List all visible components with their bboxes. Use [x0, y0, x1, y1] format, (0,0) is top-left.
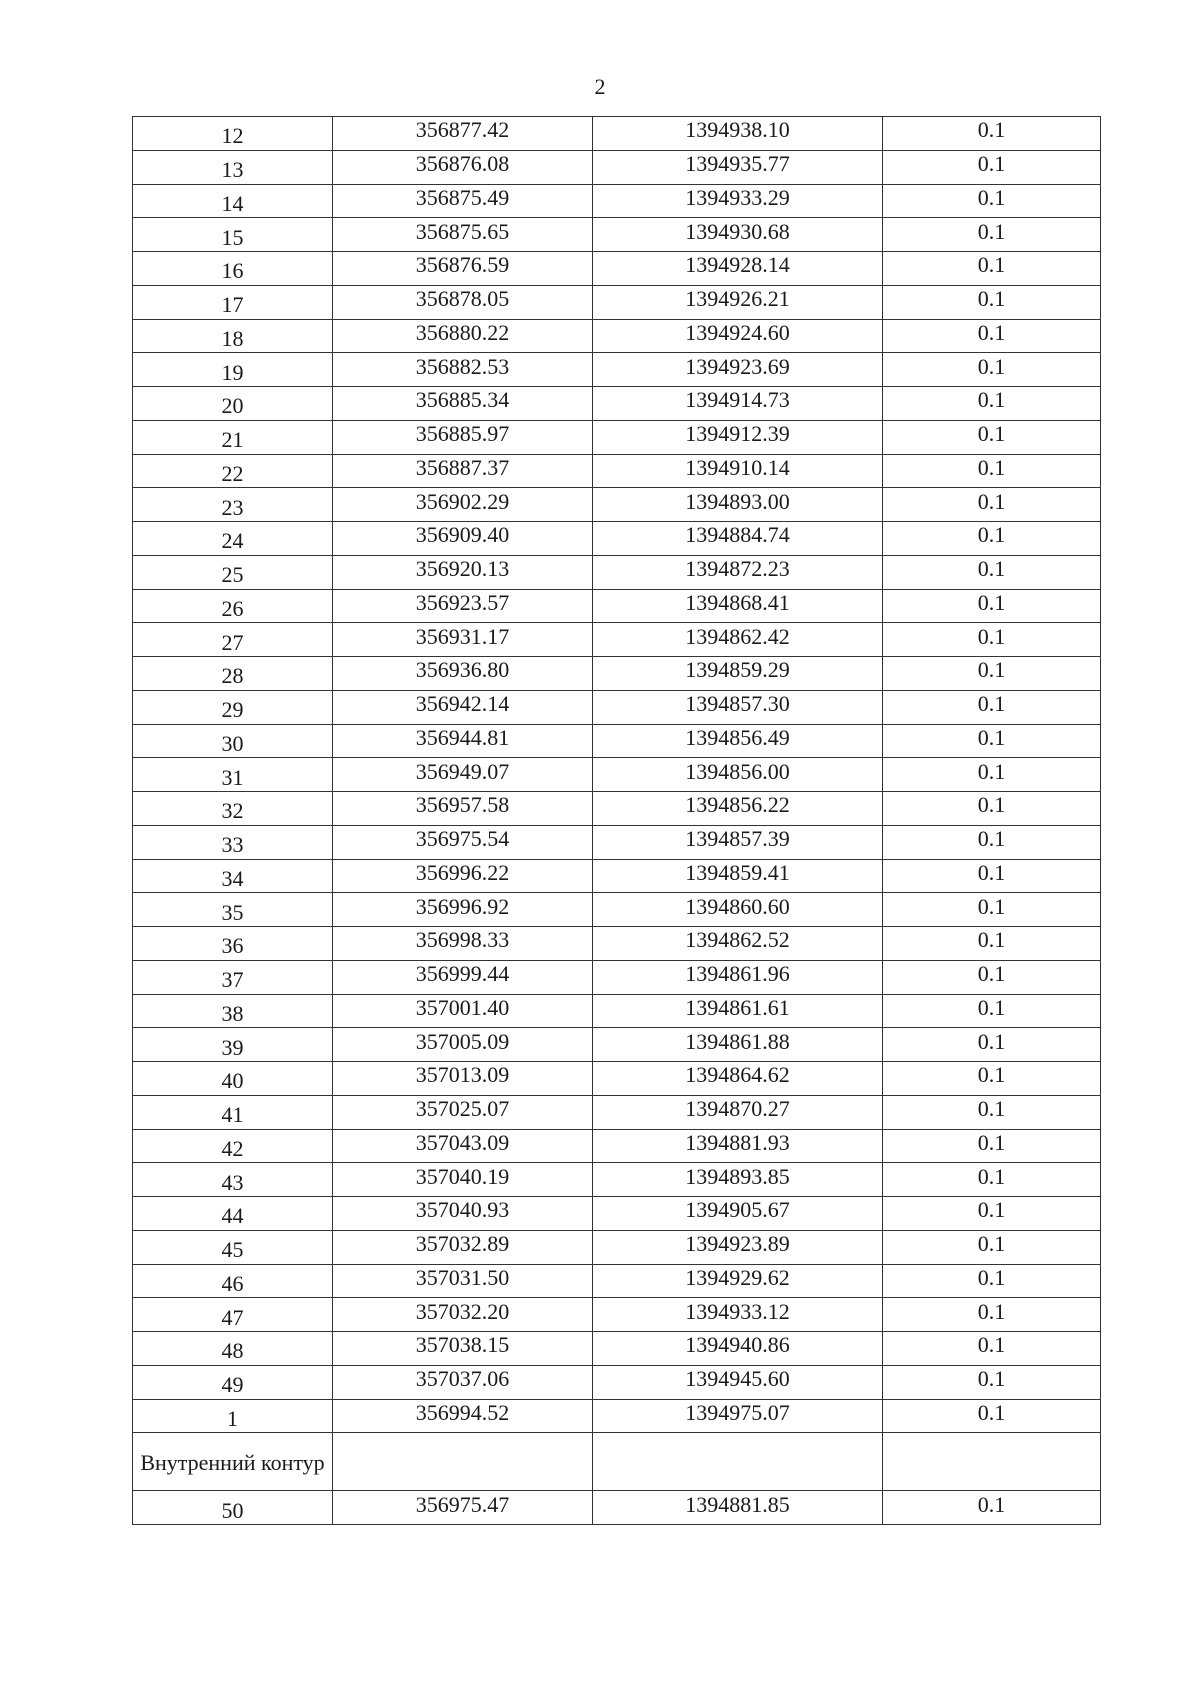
table-row — [133, 657, 1101, 691]
accuracy-cell: 0.1 — [883, 522, 1101, 556]
accuracy-cell: 0.1 — [883, 1365, 1101, 1399]
y-coordinate-cell: 1394935.77 — [593, 150, 883, 184]
x-coordinate-cell: 356994.52 — [333, 1399, 593, 1433]
x-coordinate-cell: 357038.15 — [333, 1332, 593, 1366]
point-number-cell: 46 — [133, 1264, 333, 1298]
accuracy-cell: 0.1 — [883, 724, 1101, 758]
y-coordinate-cell: 1394914.73 — [593, 387, 883, 421]
accuracy-cell: 0.1 — [883, 319, 1101, 353]
table-row — [133, 623, 1101, 657]
x-coordinate-cell: 357040.19 — [333, 1163, 593, 1197]
y-coordinate-cell: 1394857.39 — [593, 825, 883, 859]
x-coordinate-cell: 356923.57 — [333, 589, 593, 623]
table-row — [133, 1491, 1101, 1525]
point-number-cell: 32 — [133, 792, 333, 826]
x-coordinate-cell: 356875.49 — [333, 184, 593, 218]
point-number-cell: 37 — [133, 960, 333, 994]
accuracy-cell: 0.1 — [883, 1129, 1101, 1163]
table-row — [133, 285, 1101, 319]
table-row — [133, 1163, 1101, 1197]
table-row — [133, 420, 1101, 454]
y-coordinate-cell: 1394861.96 — [593, 960, 883, 994]
x-coordinate-cell: 357013.09 — [333, 1062, 593, 1096]
x-coordinate-cell: 356885.97 — [333, 420, 593, 454]
y-coordinate-cell: 1394924.60 — [593, 319, 883, 353]
x-coordinate-cell: 357037.06 — [333, 1365, 593, 1399]
accuracy-cell: 0.1 — [883, 690, 1101, 724]
x-coordinate-cell: 356920.13 — [333, 555, 593, 589]
table-row — [133, 117, 1101, 151]
point-number-cell: 20 — [133, 387, 333, 421]
x-coordinate-cell: 356975.54 — [333, 825, 593, 859]
point-number-cell: 48 — [133, 1332, 333, 1366]
table-row — [133, 1264, 1101, 1298]
table-row — [133, 387, 1101, 421]
x-coordinate-cell: 357040.93 — [333, 1197, 593, 1231]
accuracy-cell: 0.1 — [883, 150, 1101, 184]
y-coordinate-cell: 1394923.69 — [593, 353, 883, 387]
x-coordinate-cell: 356931.17 — [333, 623, 593, 657]
accuracy-cell: 0.1 — [883, 1491, 1101, 1525]
table-row — [133, 1062, 1101, 1096]
x-coordinate-cell: 356975.47 — [333, 1491, 593, 1525]
point-number-cell: 23 — [133, 488, 333, 522]
point-number-cell: 31 — [133, 758, 333, 792]
y-coordinate-cell: 1394859.41 — [593, 859, 883, 893]
x-coordinate-cell: 356944.81 — [333, 724, 593, 758]
accuracy-cell: 0.1 — [883, 927, 1101, 961]
y-coordinate-cell: 1394905.67 — [593, 1197, 883, 1231]
accuracy-cell: 0.1 — [883, 1399, 1101, 1433]
y-coordinate-cell: 1394928.14 — [593, 252, 883, 286]
table-row — [133, 792, 1101, 826]
point-number-cell: 38 — [133, 994, 333, 1028]
point-number-cell: 27 — [133, 623, 333, 657]
x-coordinate-cell: 356887.37 — [333, 454, 593, 488]
x-coordinate-cell: 356882.53 — [333, 353, 593, 387]
y-coordinate-cell: 1394870.27 — [593, 1095, 883, 1129]
point-number-cell: 34 — [133, 859, 333, 893]
x-coordinate-cell: 356996.22 — [333, 859, 593, 893]
y-coordinate-cell: 1394945.60 — [593, 1365, 883, 1399]
accuracy-cell: 0.1 — [883, 589, 1101, 623]
accuracy-cell: 0.1 — [883, 252, 1101, 286]
point-number-cell: 47 — [133, 1298, 333, 1332]
table-row — [133, 859, 1101, 893]
y-coordinate-cell: 1394861.88 — [593, 1028, 883, 1062]
x-coordinate-cell: 356998.33 — [333, 927, 593, 961]
empty-cell — [883, 1433, 1101, 1491]
point-number-cell: 13 — [133, 150, 333, 184]
accuracy-cell: 0.1 — [883, 488, 1101, 522]
point-number-cell: 44 — [133, 1197, 333, 1231]
accuracy-cell: 0.1 — [883, 1264, 1101, 1298]
point-number-cell: 33 — [133, 825, 333, 859]
y-coordinate-cell: 1394933.29 — [593, 184, 883, 218]
y-coordinate-cell: 1394910.14 — [593, 454, 883, 488]
table-row — [133, 758, 1101, 792]
y-coordinate-cell: 1394872.23 — [593, 555, 883, 589]
point-number-cell: 45 — [133, 1230, 333, 1264]
y-coordinate-cell: 1394923.89 — [593, 1230, 883, 1264]
section-header-row — [133, 1433, 1101, 1491]
y-coordinate-cell: 1394930.68 — [593, 218, 883, 252]
x-coordinate-cell: 356999.44 — [333, 960, 593, 994]
point-number-cell: 1 — [133, 1399, 333, 1433]
accuracy-cell: 0.1 — [883, 117, 1101, 151]
table-row — [133, 1129, 1101, 1163]
y-coordinate-cell: 1394893.85 — [593, 1163, 883, 1197]
x-coordinate-cell: 357025.07 — [333, 1095, 593, 1129]
point-number-cell: 30 — [133, 724, 333, 758]
accuracy-cell: 0.1 — [883, 657, 1101, 691]
point-number-cell: 22 — [133, 454, 333, 488]
y-coordinate-cell: 1394864.62 — [593, 1062, 883, 1096]
accuracy-cell: 0.1 — [883, 1062, 1101, 1096]
table-row — [133, 825, 1101, 859]
accuracy-cell: 0.1 — [883, 758, 1101, 792]
page-number: 2 — [594, 74, 606, 99]
x-coordinate-cell: 357032.20 — [333, 1298, 593, 1332]
point-number-cell: 15 — [133, 218, 333, 252]
coordinates-table — [132, 116, 1101, 1525]
table-row — [133, 1028, 1101, 1062]
point-number-cell: 25 — [133, 555, 333, 589]
point-number-cell: 18 — [133, 319, 333, 353]
y-coordinate-cell: 1394933.12 — [593, 1298, 883, 1332]
accuracy-cell: 0.1 — [883, 218, 1101, 252]
y-coordinate-cell: 1394862.52 — [593, 927, 883, 961]
accuracy-cell: 0.1 — [883, 1230, 1101, 1264]
accuracy-cell: 0.1 — [883, 960, 1101, 994]
table-row — [133, 994, 1101, 1028]
accuracy-cell: 0.1 — [883, 623, 1101, 657]
table-row — [133, 1332, 1101, 1366]
table-row — [133, 150, 1101, 184]
table-row — [133, 589, 1101, 623]
accuracy-cell: 0.1 — [883, 825, 1101, 859]
accuracy-cell: 0.1 — [883, 1197, 1101, 1231]
x-coordinate-cell: 356909.40 — [333, 522, 593, 556]
y-coordinate-cell: 1394857.30 — [593, 690, 883, 724]
table-row — [133, 1399, 1101, 1433]
accuracy-cell: 0.1 — [883, 184, 1101, 218]
table-row — [133, 893, 1101, 927]
y-coordinate-cell: 1394881.93 — [593, 1129, 883, 1163]
table-row — [133, 319, 1101, 353]
table-row — [133, 1365, 1101, 1399]
x-coordinate-cell: 357001.40 — [333, 994, 593, 1028]
table-row — [133, 960, 1101, 994]
y-coordinate-cell: 1394893.00 — [593, 488, 883, 522]
x-coordinate-cell: 357005.09 — [333, 1028, 593, 1062]
point-number-cell: 21 — [133, 420, 333, 454]
accuracy-cell: 0.1 — [883, 1298, 1101, 1332]
y-coordinate-cell: 1394868.41 — [593, 589, 883, 623]
point-number-cell: 50 — [133, 1491, 333, 1525]
accuracy-cell: 0.1 — [883, 420, 1101, 454]
y-coordinate-cell: 1394975.07 — [593, 1399, 883, 1433]
point-number-cell: 41 — [133, 1095, 333, 1129]
point-number-cell: 28 — [133, 657, 333, 691]
x-coordinate-cell: 356949.07 — [333, 758, 593, 792]
x-coordinate-cell: 356957.58 — [333, 792, 593, 826]
y-coordinate-cell: 1394940.86 — [593, 1332, 883, 1366]
x-coordinate-cell: 356876.59 — [333, 252, 593, 286]
point-number-cell: 16 — [133, 252, 333, 286]
x-coordinate-cell: 356885.34 — [333, 387, 593, 421]
accuracy-cell: 0.1 — [883, 285, 1101, 319]
x-coordinate-cell: 356878.05 — [333, 285, 593, 319]
x-coordinate-cell: 356880.22 — [333, 319, 593, 353]
point-number-cell: 12 — [133, 117, 333, 151]
point-number-cell: 36 — [133, 927, 333, 961]
x-coordinate-cell: 356877.42 — [333, 117, 593, 151]
accuracy-cell: 0.1 — [883, 792, 1101, 826]
coordinates-table-body — [133, 117, 1101, 1525]
table-row — [133, 555, 1101, 589]
y-coordinate-cell: 1394862.42 — [593, 623, 883, 657]
table-row — [133, 353, 1101, 387]
y-coordinate-cell: 1394856.22 — [593, 792, 883, 826]
point-number-cell: 17 — [133, 285, 333, 319]
accuracy-cell: 0.1 — [883, 454, 1101, 488]
table-row — [133, 690, 1101, 724]
point-number-cell: 14 — [133, 184, 333, 218]
x-coordinate-cell: 357043.09 — [333, 1129, 593, 1163]
accuracy-cell: 0.1 — [883, 1332, 1101, 1366]
empty-cell — [593, 1433, 883, 1491]
table-row — [133, 724, 1101, 758]
point-number-cell: 26 — [133, 589, 333, 623]
accuracy-cell: 0.1 — [883, 353, 1101, 387]
point-number-cell: 24 — [133, 522, 333, 556]
accuracy-cell: 0.1 — [883, 555, 1101, 589]
y-coordinate-cell: 1394861.61 — [593, 994, 883, 1028]
table-row — [133, 1197, 1101, 1231]
section-label: Внутренний контур — [133, 1433, 333, 1491]
x-coordinate-cell: 356902.29 — [333, 488, 593, 522]
table-row — [133, 1298, 1101, 1332]
accuracy-cell: 0.1 — [883, 1163, 1101, 1197]
accuracy-cell: 0.1 — [883, 1095, 1101, 1129]
accuracy-cell: 0.1 — [883, 994, 1101, 1028]
x-coordinate-cell: 357031.50 — [333, 1264, 593, 1298]
table-row — [133, 252, 1101, 286]
accuracy-cell: 0.1 — [883, 1028, 1101, 1062]
y-coordinate-cell: 1394926.21 — [593, 285, 883, 319]
x-coordinate-cell: 356876.08 — [333, 150, 593, 184]
y-coordinate-cell: 1394859.29 — [593, 657, 883, 691]
table-row — [133, 218, 1101, 252]
y-coordinate-cell: 1394929.62 — [593, 1264, 883, 1298]
x-coordinate-cell: 357032.89 — [333, 1230, 593, 1264]
x-coordinate-cell: 356875.65 — [333, 218, 593, 252]
x-coordinate-cell: 356936.80 — [333, 657, 593, 691]
accuracy-cell: 0.1 — [883, 859, 1101, 893]
point-number-cell: 29 — [133, 690, 333, 724]
table-row — [133, 488, 1101, 522]
table-row — [133, 522, 1101, 556]
table-row — [133, 1095, 1101, 1129]
point-number-cell: 35 — [133, 893, 333, 927]
y-coordinate-cell: 1394856.49 — [593, 724, 883, 758]
x-coordinate-cell: 356996.92 — [333, 893, 593, 927]
point-number-cell: 42 — [133, 1129, 333, 1163]
point-number-cell: 19 — [133, 353, 333, 387]
point-number-cell: 40 — [133, 1062, 333, 1096]
y-coordinate-cell: 1394938.10 — [593, 117, 883, 151]
y-coordinate-cell: 1394884.74 — [593, 522, 883, 556]
y-coordinate-cell: 1394860.60 — [593, 893, 883, 927]
point-number-cell: 39 — [133, 1028, 333, 1062]
table-row — [133, 1230, 1101, 1264]
x-coordinate-cell: 356942.14 — [333, 690, 593, 724]
accuracy-cell: 0.1 — [883, 387, 1101, 421]
y-coordinate-cell: 1394912.39 — [593, 420, 883, 454]
point-number-cell: 43 — [133, 1163, 333, 1197]
table-row — [133, 184, 1101, 218]
table-row — [133, 927, 1101, 961]
y-coordinate-cell: 1394856.00 — [593, 758, 883, 792]
point-number-cell: 49 — [133, 1365, 333, 1399]
y-coordinate-cell: 1394881.85 — [593, 1491, 883, 1525]
accuracy-cell: 0.1 — [883, 893, 1101, 927]
empty-cell — [333, 1433, 593, 1491]
table-row — [133, 454, 1101, 488]
